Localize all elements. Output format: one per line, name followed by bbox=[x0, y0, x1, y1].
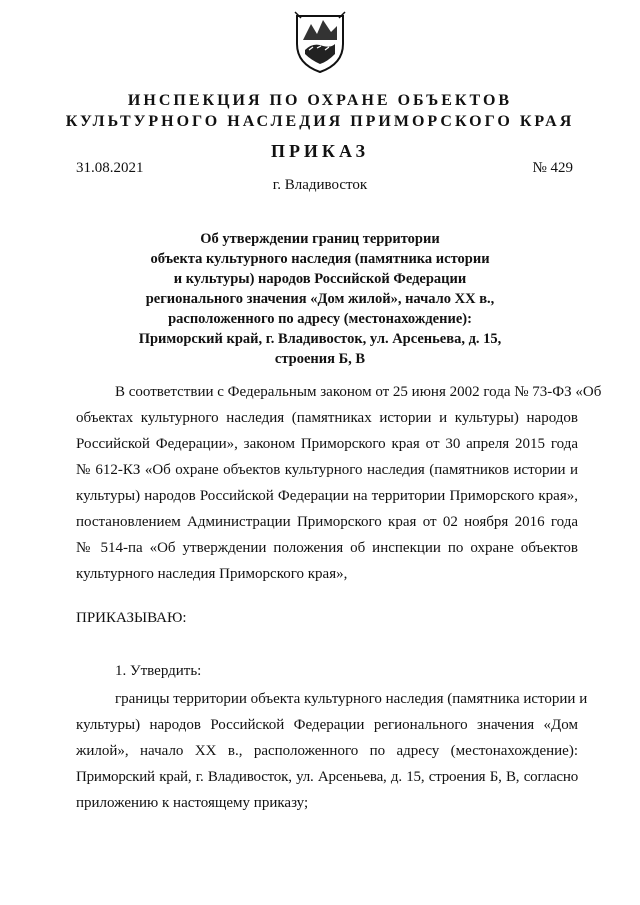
item1-line: приложению к настоящему приказу; bbox=[76, 795, 309, 811]
item1-line: Приморский край, г. Владивосток, ул. Арсеньева, д. 15, строения Б, В, согласно bbox=[76, 769, 578, 785]
item1-line: границы территории объекта культурного наследия (памятника истории и bbox=[115, 691, 588, 707]
subject-line: и культуры) народов Российской Федерации bbox=[173, 271, 467, 287]
preamble-line: культуры) народов Российской Федерации на территории Приморского края», bbox=[76, 488, 578, 504]
order-city: г. Владивосток bbox=[272, 177, 368, 193]
subject-line: объекта культурного наследия (памятника истории bbox=[150, 251, 490, 267]
org-name-line1: ИНСПЕКЦИЯ ПО ОХРАНЕ ОБЪЕКТОВ bbox=[127, 92, 513, 109]
subject-line: Об утверждении границ территории bbox=[200, 231, 440, 247]
item1-line: культуры) народов Российской Федерации регионального значения «Дом bbox=[76, 717, 578, 733]
preamble-line: В соответствии с Федеральным законом от 25 июня 2002 года № 73-ФЗ «Об bbox=[115, 384, 602, 400]
item1-heading: 1. Утвердить: bbox=[115, 663, 202, 679]
subject-line: Приморский край, г. Владивосток, ул. Арсеньева, д. 15, bbox=[138, 331, 502, 347]
order-directive: ПРИКАЗЫВАЮ: bbox=[76, 610, 187, 626]
preamble-line: Российской Федерации», законом Приморского края от 30 апреля 2015 года bbox=[76, 436, 578, 452]
preamble-line: № 612-КЗ «Об охране объектов культурного наследия (памятников истории и bbox=[76, 462, 578, 478]
document-type-title: ПРИКАЗ bbox=[270, 141, 370, 161]
coat-of-arms-icon bbox=[293, 10, 347, 74]
org-name-line2: КУЛЬТУРНОГО НАСЛЕДИЯ ПРИМОРСКОГО КРАЯ bbox=[65, 113, 575, 130]
preamble-line: постановлением Администрации Приморского края от 02 ноября 2016 года bbox=[76, 514, 578, 530]
subject-line: строения Б, В bbox=[274, 351, 366, 367]
preamble-paragraph bbox=[76, 379, 602, 587]
order-number: № 429 bbox=[532, 160, 573, 176]
preamble-line: культурного наследия Приморского края», bbox=[76, 566, 348, 582]
preamble-line: № 514-па «Об утверждении положения об инспекции по охране объектов bbox=[76, 540, 578, 556]
order-subject bbox=[100, 229, 540, 369]
preamble-line: объектах культурного наследия (памятниках истории и культуры) народов bbox=[76, 410, 578, 426]
item1-paragraph bbox=[76, 686, 588, 816]
subject-line: регионального значения «Дом жилой», начало XX в., bbox=[145, 291, 495, 307]
item1-line: жилой», начало XX в., расположенного по адресу (местонахождение): bbox=[76, 743, 578, 759]
subject-line: расположенного по адресу (местонахождение): bbox=[168, 311, 472, 327]
order-date: 31.08.2021 bbox=[76, 160, 144, 176]
